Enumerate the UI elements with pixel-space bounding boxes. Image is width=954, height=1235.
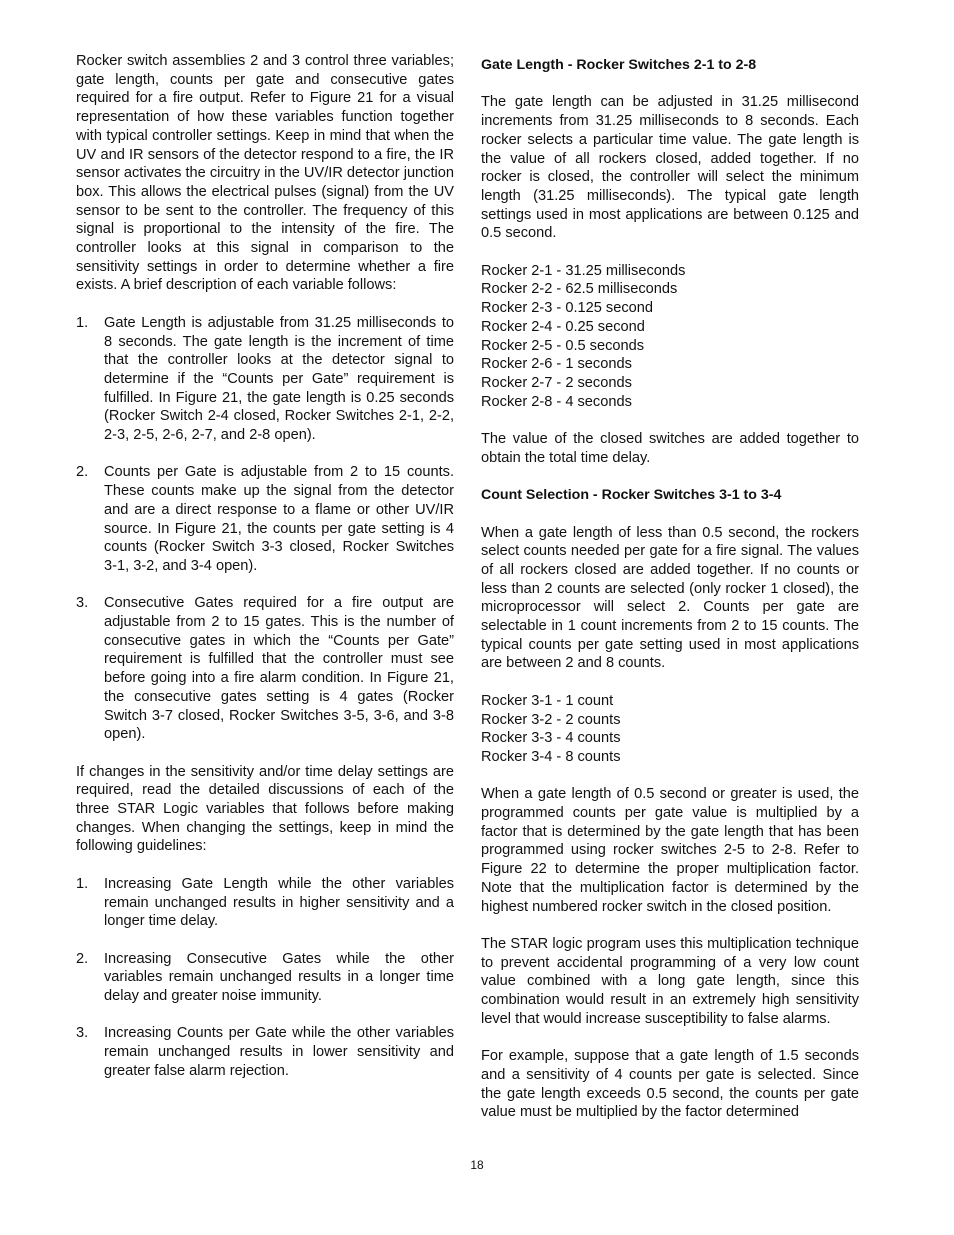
- list-text: Increasing Counts per Gate while the other variables remain unchanged results in lower sensitivity and greater false alarm rejection.: [104, 1025, 454, 1079]
- list-text: Gate Length is adjustable from 31.25 milliseconds to 8 seconds. The gate length is the increment of time that the controller looks at the detector signal to determine if the “Counts per Gate” requirement is fulfilled. In Figure 21, the gate length is 0.25 seconds (Rocker Switch 2-4 closed, Rocker Switches 2-1, 2-2, 2-3, 2-5, 2-6, 2-7, and 2-8 open).: [104, 314, 454, 444]
- list-number: 1.: [76, 875, 89, 892]
- list-number: 2.: [76, 464, 89, 481]
- list-number: 3.: [76, 595, 89, 612]
- list-number: 1.: [76, 314, 89, 331]
- changes-paragraph: If changes in the sensitivity and/or time delay settings are required, read the detailed discussions of each of the three STAR Logic variables that follows before making changes. When changing the settings, keep in mind the following guidelines:: [76, 763, 454, 855]
- list-item: [76, 950, 454, 1006]
- multiplication-paragraph: When a gate length of 0.5 second or greater is used, the programmed counts per gate value is multiplied by a factor that is determined by the gate length that has been programmed using rocker switches 2-5 to 2-8. Refer to Figure 22 to determine the proper multiplication factor. Note that the multiplication factor is determined by the highest numbered rocker switch in the closed position.: [481, 786, 859, 915]
- list-item: Rocker 2-8 - 4 seconds: [481, 393, 632, 410]
- list-text: Counts per Gate is adjustable from 2 to 15 counts. These counts make up the signal from the detector and are a direct response to a flame or other UV/IR source. In Figure 21, the counts per gate setting is 4 counts (Rocker Switch 3-3 closed, Rocker Switches 3-1, 3-2, and 3-4 open).: [104, 464, 454, 574]
- list-item: Rocker 3-4 - 8 counts: [481, 748, 621, 765]
- list-text: Consecutive Gates required for a fire output are adjustable from 2 to 15 gates. This is the number of consecutive gates in which the “Counts per Gate” requirement is fulfilled that the controller must see before going into a fire alarm condition. In Figure 21, the consecutive gates setting is 4 gates (Rocker Switch 3-7 closed, Rocker Switches 3-5, 3-6, and 3-8 open).: [104, 595, 454, 743]
- gate-rocker-list: [481, 262, 859, 412]
- list-item: Rocker 2-5 - 0.5 seconds: [481, 337, 645, 354]
- gate-length-paragraph: The gate length can be adjusted in 31.25 millisecond increments from 31.25 milliseconds to 8 seconds. Each rocker selects a particular time value. The gate length is the value of all rockers closed, added together. If no rocker is closed, the controller will select the minimum length (31.25 milliseconds). The typical gate length settings used in most applications are between 0.125 and 0.5 second.: [481, 94, 859, 242]
- gate-length-heading: Gate Length - Rocker Switches 2-1 to 2-8: [481, 57, 757, 73]
- star-logic-paragraph: The STAR logic program uses this multiplication technique to prevent accidental programming of a very low count value combined with a long gate length, since this combination would result in an extremely high sensitivity level that would increase susceptibility to false alarms.: [481, 935, 859, 1027]
- example-paragraph: For example, suppose that a gate length of 1.5 seconds and a sensitivity of 4 counts per gate is selected. Since the gate length exceeds 0.5 second, the counts per gate value must be multiplied by the factor determined: [481, 1048, 859, 1121]
- list-item: Rocker 2-1 - 31.25 milliseconds: [481, 262, 686, 279]
- list-item: Rocker 2-2 - 62.5 milliseconds: [481, 281, 678, 298]
- variables-list: [76, 314, 454, 744]
- left-column: [76, 52, 454, 1099]
- list-item: [76, 875, 454, 931]
- list-item: [76, 314, 454, 445]
- right-column: [481, 52, 859, 1141]
- intro-paragraph: Rocker switch assemblies 2 and 3 control three variables; gate length, counts per gate and consecutive gates required for a fire output. Refer to Figure 21 for a visual representation of how these variables function together with typical controller settings. Keep in mind that when the UV and IR sensors of the detector respond to a fire, the IR sensor activates the circuitry in the UV/IR detector junction box. This allows the electrical pulses (signal) from the UV sensor to be sent to the controller. The frequency of this signal is proportional to the intensity of the fire. The controller looks at this signal in comparison to the sensitivity settings in order to determine whether a fire exists. A brief description of each variable follows:: [76, 53, 454, 294]
- list-item: Rocker 2-4 - 0.25 second: [481, 318, 645, 335]
- guidelines-list: [76, 875, 454, 1081]
- gate-note-paragraph: The value of the closed switches are added together to obtain the total time delay.: [481, 431, 859, 466]
- list-item: [76, 463, 454, 575]
- count-rocker-list: [481, 692, 859, 767]
- list-text: Increasing Gate Length while the other variables remain unchanged results in higher sensitivity and a longer time delay.: [104, 875, 454, 930]
- list-item: [76, 1024, 454, 1080]
- list-item: Rocker 3-1 - 1 count: [481, 692, 614, 709]
- page-number: 18: [470, 1158, 484, 1172]
- list-item: Rocker 3-3 - 4 counts: [481, 730, 621, 747]
- list-number: 2.: [76, 950, 89, 967]
- list-number: 3.: [76, 1025, 89, 1042]
- list-item: Rocker 2-7 - 2 seconds: [481, 374, 632, 391]
- list-item: Rocker 2-6 - 1 seconds: [481, 356, 632, 373]
- list-item: Rocker 2-3 - 0.125 second: [481, 300, 653, 317]
- count-selection-paragraph: When a gate length of less than 0.5 second, the rockers select counts needed per gate for a fire signal. The values of all rockers closed are added together. If no counts or less than 2 counts are selected (only rocker 1 closed), the microprocessor will select 2. Counts per gate are selectable in 1 count increments from 2 to 15 counts. The typical counts per gate setting used in most applications are between 2 and 8 counts.: [481, 524, 859, 672]
- count-selection-heading: Count Selection - Rocker Switches 3-1 to 3-4: [481, 487, 782, 504]
- list-item: Rocker 3-2 - 2 counts: [481, 711, 621, 728]
- list-item: [76, 594, 454, 744]
- list-text: Increasing Consecutive Gates while the other variables remain unchanged results in a longer time delay and greater noise immunity.: [104, 950, 454, 1005]
